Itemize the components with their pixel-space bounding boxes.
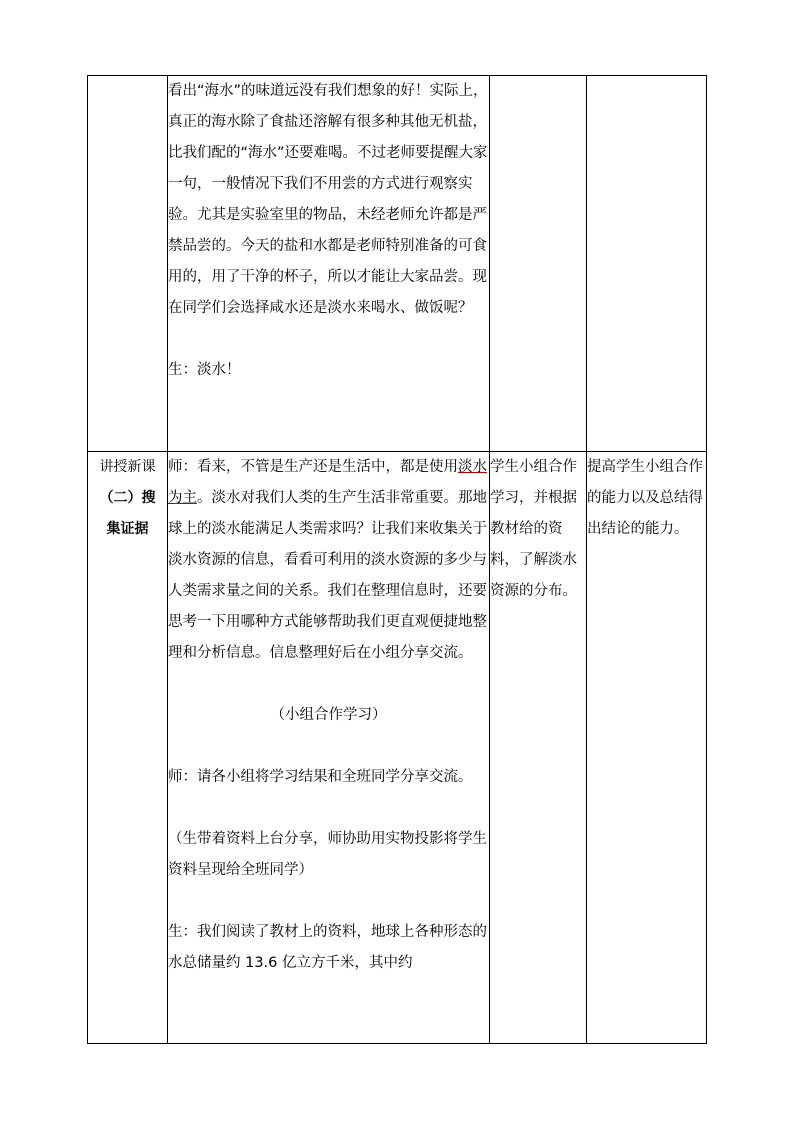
teacher-paragraph: 师：请各小组将学习结果和全班同学分享交流。 bbox=[168, 769, 473, 785]
design-intent-cell bbox=[587, 452, 707, 1044]
student-activity-cell bbox=[490, 76, 587, 452]
student-activity-cell bbox=[490, 452, 587, 1044]
paragraph-text: 师：看来，不管是生产还是生活中，都是使用 bbox=[168, 459, 458, 475]
student-reply: 生：淡水！ bbox=[168, 362, 241, 378]
underlined-phrase: 淡水为主 bbox=[168, 459, 487, 506]
paragraph-text: 。淡水对我们人类的生产生活非常重要。那地球上的淡水能满足人类需求吗？让我们来收集关于淡水资源的信息，看看可利用的淡水资源的多少与人类需求量之间的关系。我们在整理信息时，还要思考一下用哪种方式能够帮助我们更直观便捷地整理和分析信息。信息整理好后在小组分享交流。 bbox=[168, 490, 487, 661]
teacher-activity-cell bbox=[168, 76, 490, 452]
student-paragraph: 生：我们阅读了教材上的资料，地球上各种形态的水总储量约 13.6 亿立方千米，其中约 bbox=[168, 924, 487, 971]
lesson-plan-table bbox=[87, 75, 707, 1044]
design-intent-cell bbox=[587, 76, 707, 452]
design-intent-text: 提高学生小组合作的能力以及总结得出结论的能力。 bbox=[587, 459, 703, 537]
table-row bbox=[88, 452, 707, 1044]
student-activity-text: 学生小组合作学习，并根据教材给的资料，了解淡水资源的分布。 bbox=[490, 459, 577, 599]
section-label-line: （二）搜 bbox=[99, 490, 156, 506]
activity-note: （小组合作学习） bbox=[270, 707, 387, 723]
table-row bbox=[88, 76, 707, 452]
section-label-line: 讲授新课 bbox=[99, 459, 156, 475]
section-label-cell bbox=[88, 452, 168, 1044]
activity-note: （生带着资料上台分享，师协助用实物投影将学生资料呈现给全班同学） bbox=[168, 831, 487, 878]
teacher-paragraph: 看出“海水”的味道远没有我们想象的好！实际上，真正的海水除了食盐还溶解有很多种其他无机盐，比我们配的“海水”还要难喝。不过老师要提醒大家一句，一般情况下我们不用尝的方式进行观察实验。尤其是实验室里的物品，未经老师允许都是严禁品尝的。今天的盐和水都是老师特别准备的可食用的，用了干净的杯子，所以才能让大家品尝。现在同学们会选择咸水还是淡水来喝水、做饭呢？ bbox=[168, 83, 488, 316]
section-cell bbox=[88, 76, 168, 452]
teacher-paragraph bbox=[168, 452, 489, 669]
section-label-line: 集证据 bbox=[106, 521, 149, 537]
teacher-activity-cell bbox=[168, 452, 490, 1044]
